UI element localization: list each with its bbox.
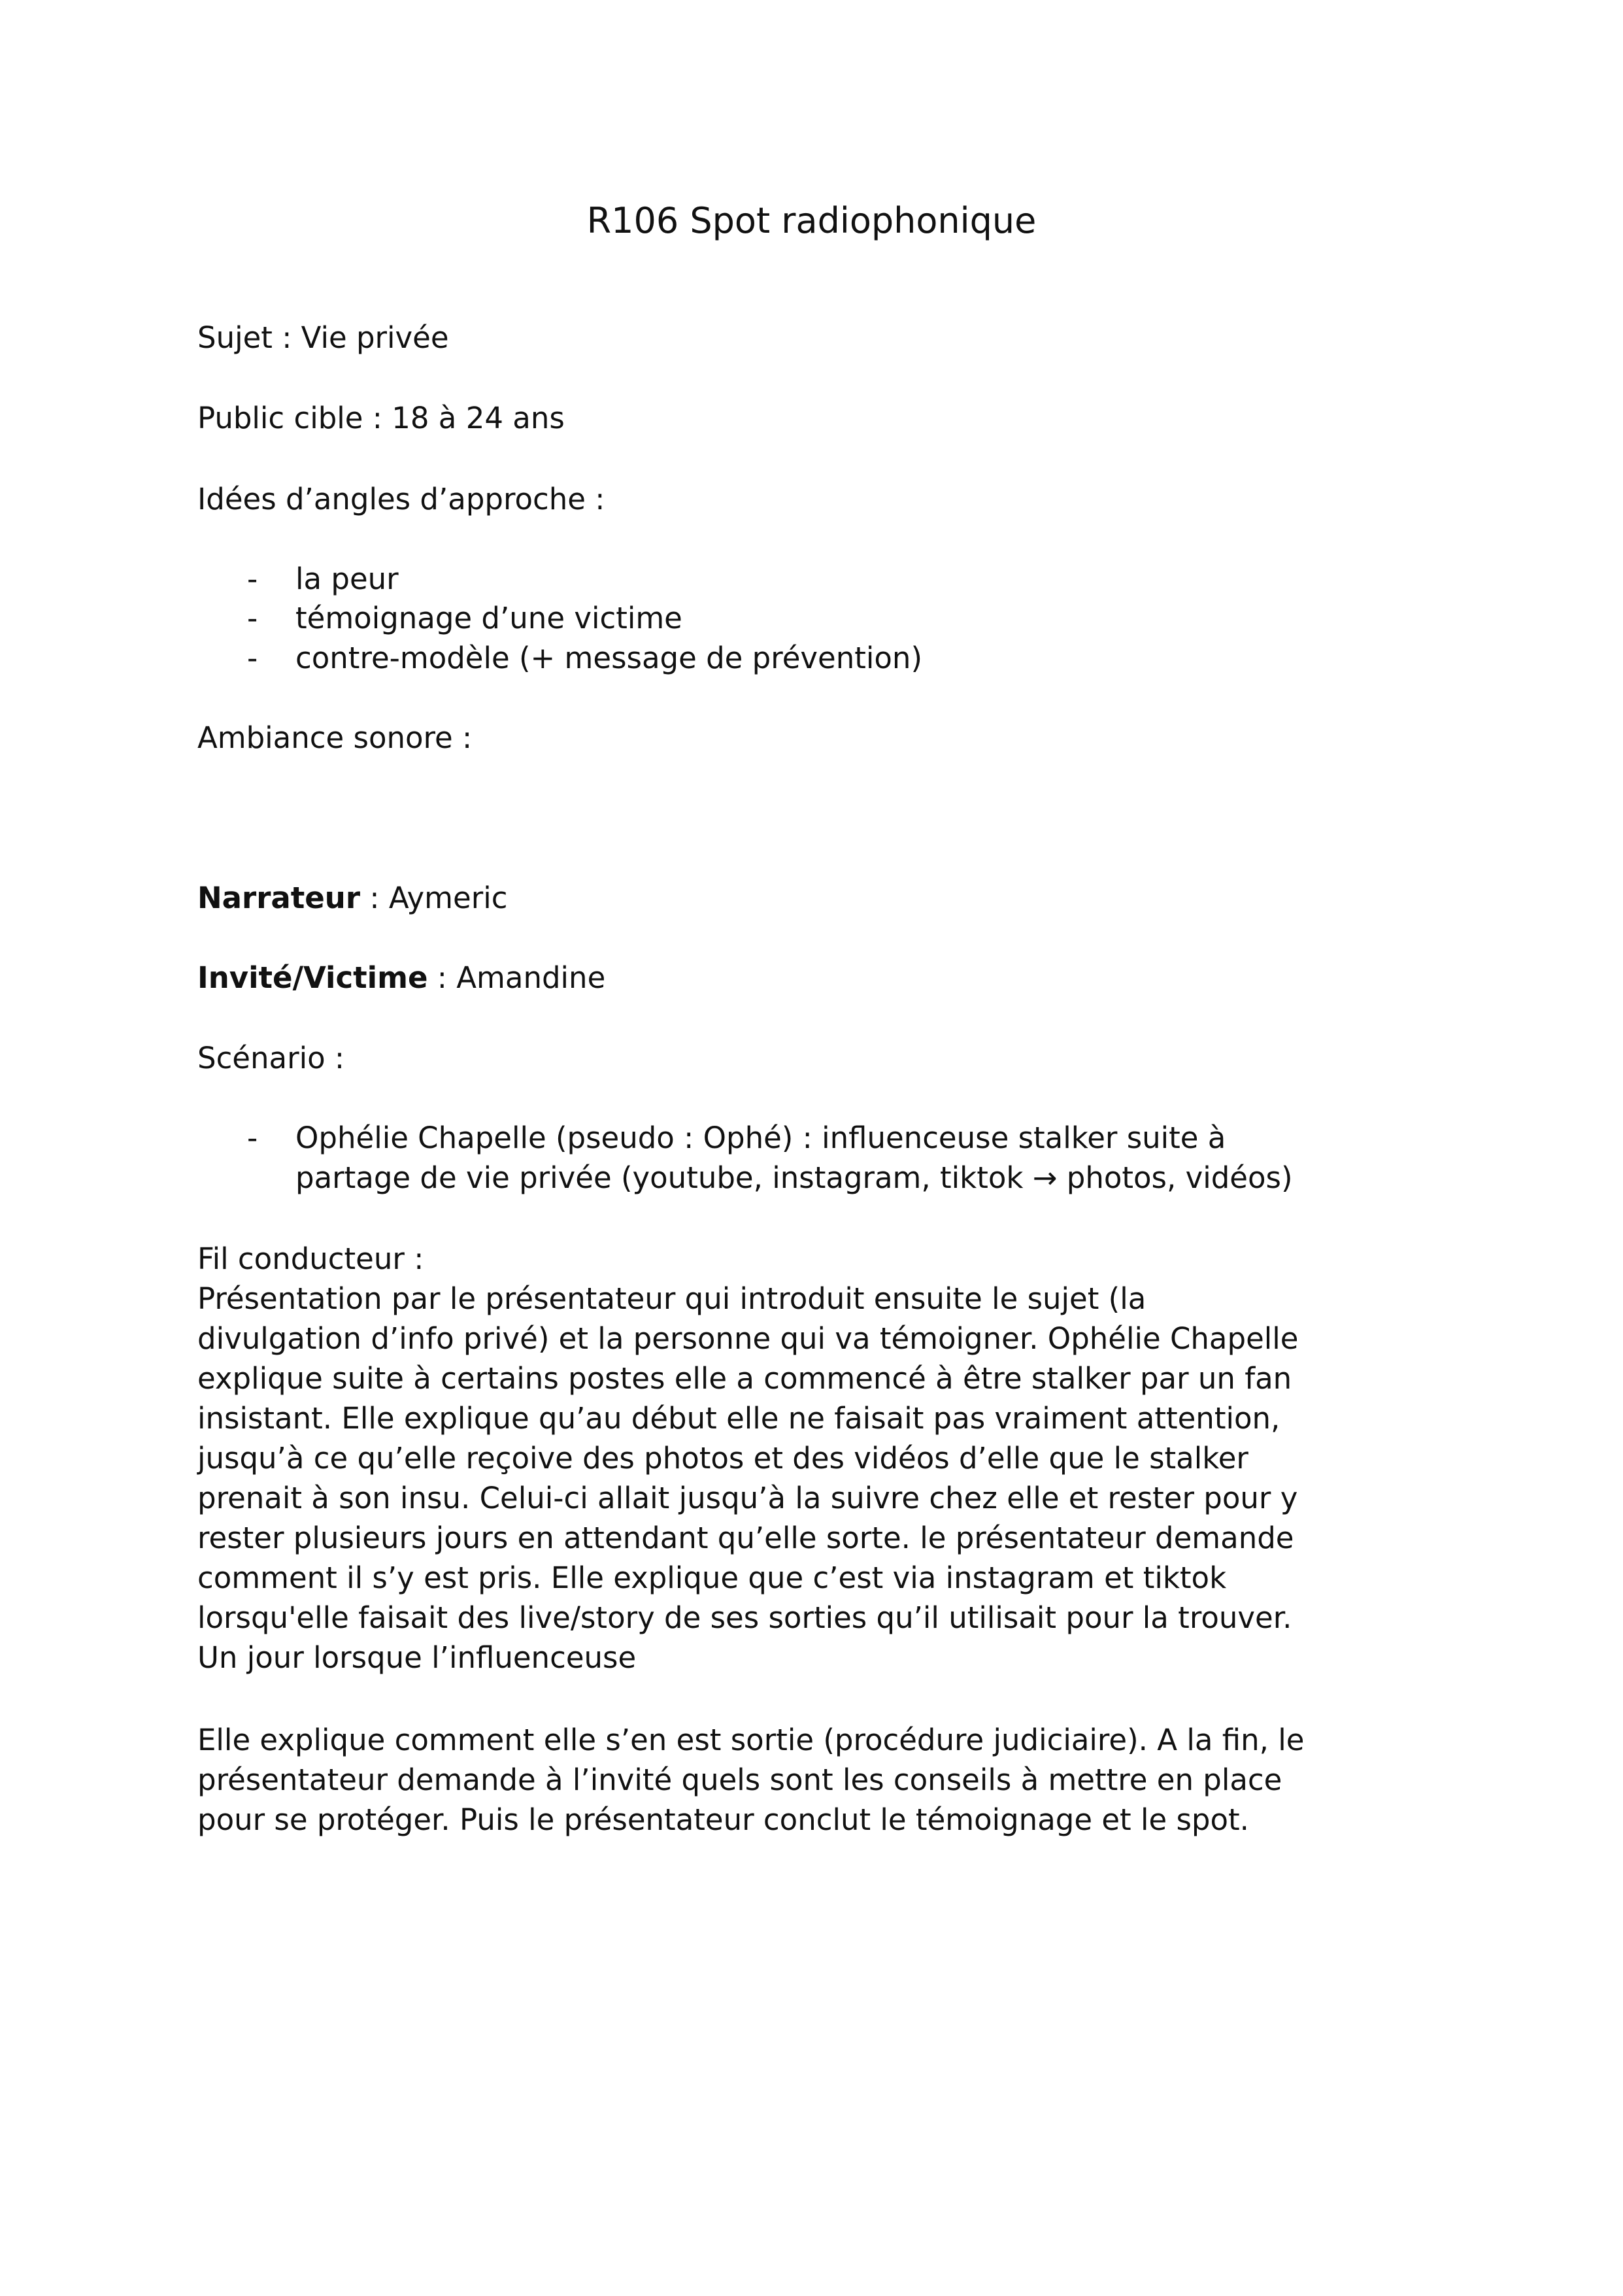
ambiance-heading: Ambiance sonore : <box>197 720 473 755</box>
paragraph-line: explique suite à certains postes elle a commencé à être stalker par un fan <box>197 1361 1292 1396</box>
idee-item: la peur <box>295 562 399 596</box>
bullet-marker: - <box>247 601 258 635</box>
invite-line <box>197 958 605 998</box>
scenario-line: Ophélie Chapelle (pseudo : Ophé) : influenceuse stalker suite à <box>295 1121 1226 1155</box>
invite-value: : Amandine <box>427 960 606 995</box>
idee-item: témoignage d’une victime <box>295 601 682 635</box>
paragraph-line: divulgation d’info privé) et la personne qui va témoigner. Ophélie Chapelle <box>197 1321 1299 1356</box>
paragraph-line: comment il s’y est pris. Elle explique que c’est via instagram et tiktok <box>197 1561 1227 1595</box>
bullet-marker: - <box>247 1121 258 1155</box>
public-line: Public cible : 18 à 24 ans <box>197 401 565 435</box>
idees-heading: Idées d’angles d’approche : <box>197 482 605 516</box>
idee-item: contre-modèle (+ message de prévention) <box>295 641 922 675</box>
paragraph-line: prenait à son insu. Celui-ci allait jusqu’à la suivre chez elle et rester pour y <box>197 1481 1298 1515</box>
narrateur-value: : Aymeric <box>360 881 508 915</box>
paragraph-line: lorsqu'elle faisait des live/story de ses sorties qu’il utilisait pour la trouver. <box>197 1600 1292 1635</box>
paragraph-line: jusqu’à ce qu’elle reçoive des photos et des vidéos d’elle que le stalker <box>197 1441 1248 1476</box>
scenario-heading: Scénario : <box>197 1041 345 1075</box>
paragraph-line: insistant. Elle explique qu’au début elle ne faisait pas vraiment attention, <box>197 1401 1280 1436</box>
paragraph-line: Présentation par le présentateur qui introduit ensuite le sujet (la <box>197 1281 1146 1316</box>
paragraph-line: Elle explique comment elle s’en est sortie (procédure judiciaire). A la fin, le <box>197 1723 1305 1757</box>
sujet-line: Sujet : Vie privée <box>197 320 449 355</box>
narrateur-line <box>197 878 507 918</box>
bullet-marker: - <box>247 641 258 675</box>
scenario-line: partage de vie privée (youtube, instagram, tiktok → photos, vidéos) <box>295 1160 1293 1195</box>
bullet-marker: - <box>247 562 258 596</box>
paragraph-line: pour se protéger. Puis le présentateur conclut le témoignage et le spot. <box>197 1802 1249 1837</box>
narrateur-label: Narrateur <box>197 881 361 915</box>
paragraph-line: présentateur demande à l’invité quels sont les conseils à mettre en place <box>197 1763 1282 1797</box>
paragraph-line: rester plusieurs jours en attendant qu’elle sorte. le présentateur demande <box>197 1521 1294 1555</box>
paragraph-line: Un jour lorsque l’influenceuse <box>197 1640 637 1675</box>
page-title: R106 Spot radiophonique <box>586 200 1037 241</box>
invite-label: Invité/Victime <box>197 960 428 995</box>
fil-heading: Fil conducteur : <box>197 1241 424 1276</box>
